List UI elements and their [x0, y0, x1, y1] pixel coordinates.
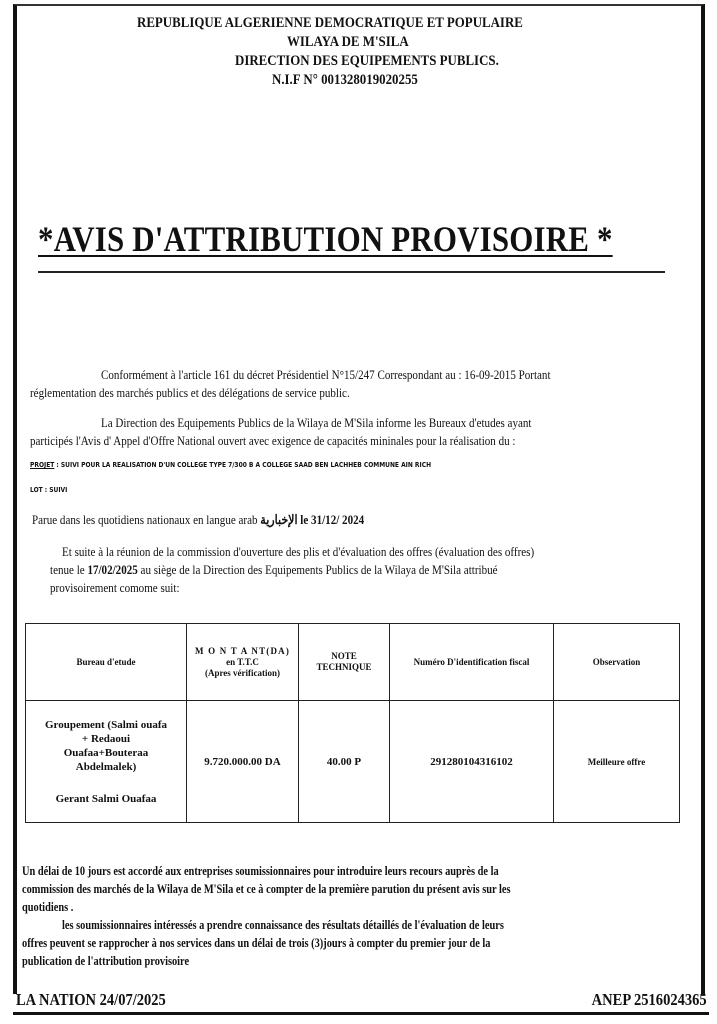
para-decree-line1: Conformément à l'article 161 du décret Présidentiel N°15/247 Correspondant au : 16-09-2015 Portant: [101, 367, 551, 382]
footer-publication: LA NATION 24/07/2025: [16, 990, 166, 1009]
header-nif: N.I.F N° 001328019020255: [272, 72, 418, 88]
suite-meeting-date: 17/02/2025: [87, 562, 138, 577]
header-republic: REPUBLIQUE ALGERIENNE DEMOCRATIQUE ET POPULAIRE: [137, 15, 523, 31]
cell-gerant: Gerant Salmi Ouafaa: [55, 792, 157, 805]
notice-line4: les soumissionnaires intéressés a prendre connaissance des résultats détaillés de l'évaluation de leurs: [62, 918, 504, 932]
notice-line2: commission des marchés de la Wilaya de M'Sila et ce à compter de la première parution du présent avis sur les: [22, 882, 511, 896]
title-double-underline: [38, 271, 665, 273]
cell-nif: 291280104316102: [390, 701, 554, 823]
projet-text: : SUIVI POUR LA REALISATION D'UN COLLEGE TYPE 7/300 B A COLLEGE SAAD BEN LACHHEB COMMUNE AIN RICH: [54, 461, 432, 469]
parue-line: [32, 512, 364, 528]
cell-note: 40.00 P: [299, 701, 390, 823]
parue-newspaper: الإخبارية: [260, 512, 298, 527]
projet-label: PROJET: [30, 461, 55, 469]
suite-line2: [50, 561, 498, 578]
suite-line2-post: au siège de la Direction des Equipements Publics de la Wilaya de M'Sila attribué: [137, 562, 498, 577]
header-note: [299, 624, 390, 701]
table-header-row: [26, 624, 680, 701]
table-row: [26, 701, 680, 823]
document-frame: [13, 4, 705, 994]
header-note-l2: TECHNIQUE: [316, 662, 372, 672]
header-observation: Observation: [554, 624, 680, 701]
para-direction-line2: participés l'Avis d' Appel d'Offre National ouvert avec exigence de capacités mininales pour la réalisation du :: [30, 433, 516, 448]
cell-montant: 9.720.000.00 DA: [187, 701, 299, 823]
suite-line1: Et suite à la réunion de la commission d'ouverture des plis et d'évaluation des offres (évaluation des offres): [62, 544, 535, 559]
header-nif: Numéro D'identification fiscal: [390, 624, 554, 701]
cell-bureau-l4: Abdelmalek): [75, 760, 137, 773]
notice-line1: Un délai de 10 jours est accordé aux entreprises soumissionnaires pour introduire leurs recours auprès de la: [22, 864, 499, 878]
para-direction-line1: La Direction des Equipements Publics de la Wilaya de M'Sila informe les Bureaux d'etudes ayant: [101, 415, 532, 430]
notice-line6: publication de l'attribution provisoire: [22, 954, 190, 968]
cell-bureau-l3: Ouafaa+Bouteraa: [63, 746, 149, 759]
footer-rule: [13, 1012, 709, 1015]
suite-line3: provisoirement comome suit:: [50, 580, 180, 595]
para-decree-line2: réglementation des marchés publics et des délégations de service public.: [30, 385, 350, 400]
notice-line5: offres peuvent se rapprocher à nos services dans un délai de trois (3)jours à compter du premier jour de la: [22, 936, 491, 950]
header-montant-l3: (Apres vérification): [204, 667, 281, 678]
header-wilaya: WILAYA DE M'SILA: [287, 34, 409, 50]
header-bureau: Bureau d'etude: [26, 624, 187, 701]
results-table: [25, 623, 680, 823]
cell-bureau-l2: + Redaoui: [81, 732, 131, 745]
header-direction: DIRECTION DES EQUIPEMENTS PUBLICS.: [235, 53, 499, 69]
parue-text: Parue dans les quotidiens nationaux en langue arab: [32, 512, 261, 527]
header-montant-l1: M O N T A NT(DA): [194, 645, 291, 656]
notice-line3: quotidiens .: [22, 900, 74, 914]
header-note-l1: NOTE: [331, 651, 357, 661]
cell-bureau: [26, 701, 187, 823]
page-title: *AVIS D'ATTRIBUTION PROVISOIRE *: [38, 219, 613, 259]
header-montant: [187, 624, 299, 701]
suite-line2-pre: tenue le: [50, 562, 88, 577]
cell-bureau-l1: Groupement (Salmi ouafa: [44, 718, 168, 731]
cell-observation: Meilleure offre: [554, 701, 680, 823]
footer-anep-ref: ANEP 2516024365: [592, 990, 707, 1009]
lot-line: LOT : SUIVI: [30, 486, 68, 494]
parue-date: le 31/12/ 2024: [297, 512, 365, 527]
projet-line: [30, 461, 431, 469]
header-montant-l2: en T.T.C: [226, 656, 259, 667]
